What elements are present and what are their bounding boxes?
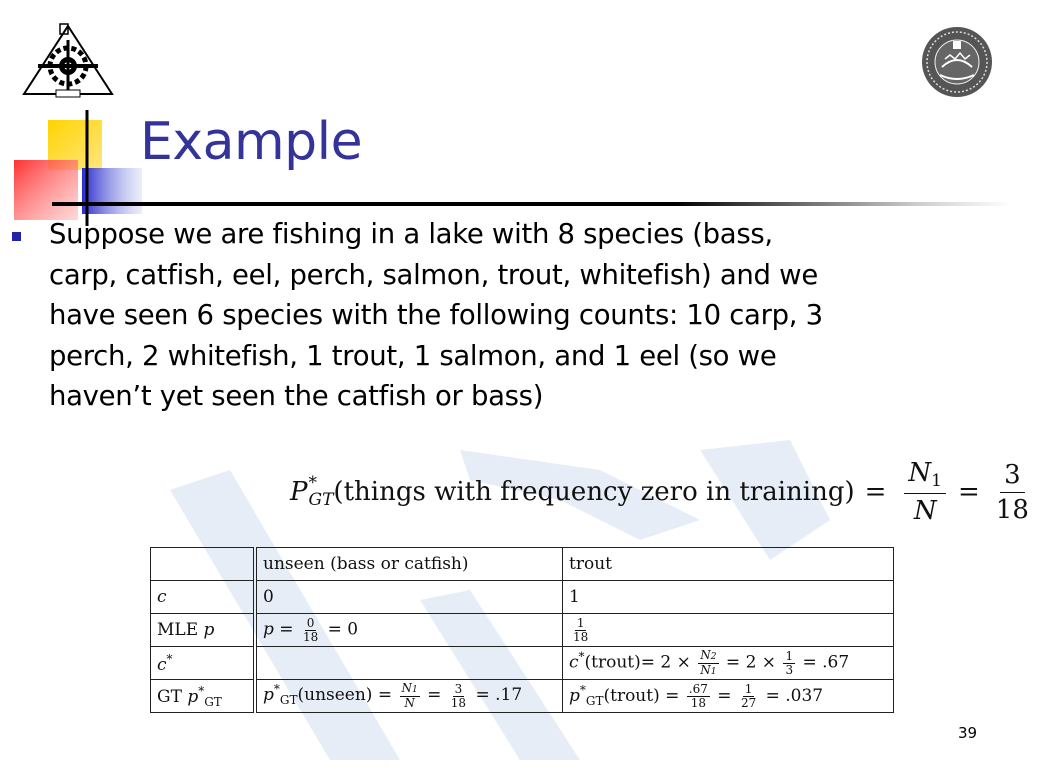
good-turing-table (150, 547, 894, 713)
table-row-c (151, 581, 894, 614)
c-trout-value: 1 (563, 581, 894, 614)
university-of-tehran-seal-icon (920, 25, 994, 99)
page-number: 39 (958, 724, 978, 742)
formula-fraction-3-18: $\frac{3}{18}$ (995, 459, 1029, 525)
header-trout: trout (563, 548, 894, 581)
table-row-mle (151, 614, 894, 647)
table-row-cstar (151, 647, 894, 680)
c-unseen-value: 0 (255, 581, 563, 614)
formula-equals-2: = (958, 477, 980, 507)
bullet-text: Suppose we are fishing in a lake with 8 species (bass, carp, catfish, eel, perch, salmon, trout, whitefish) and we have seen 6 species with the following counts: 10 carp, 3 perch, 2 whitefish, 1 trout, 1 salmon, and 1 eel (so we haven’t yet seen the catfish or bass) (49, 218, 823, 412)
gt-unseen-value: $p^*_{GT}(unseen)$ = $\frac{N1}{N}$ = $\frac{3}{18}$ = .17 (255, 680, 563, 713)
formula-gt-sub: GT (308, 490, 334, 510)
cstar-unseen-value (255, 647, 563, 680)
header-unseen: unseen (bass or catfish) (255, 548, 563, 581)
title-underline (52, 202, 1012, 206)
gt-trout-value: $p^*_{GT}(trout)$ = $\frac{.67}{18}$ = $\frac{1}{27}$ = .037 (563, 680, 894, 713)
formula-fraction-n1-n: $\frac{N1}{N}$ (904, 458, 946, 526)
university-gear-logo-icon (20, 22, 116, 100)
decorative-squares (0, 100, 160, 230)
cstar-trout-value: c*(trout)= 2 × $\frac{N2}{N1}$ = 2 × $\frac{1}{3}$ = .67 (563, 647, 894, 680)
good-turing-formula (290, 458, 1041, 526)
row-label-cstar: c* (151, 647, 256, 680)
slide-title: Example (140, 112, 363, 172)
formula-argument: (things with frequency zero in training) (333, 477, 855, 507)
bullet-square-icon (12, 232, 21, 241)
row-label-gt: GT $p^*_{GT}$ (151, 680, 256, 713)
table-row-header (151, 548, 894, 581)
mle-unseen-value: p = $\frac{0}{18}$ = 0 (255, 614, 563, 647)
row-label-c: c (151, 581, 256, 614)
table-row-gt (151, 680, 894, 713)
formula-p: P (290, 477, 308, 507)
row-label-mle: MLE p (151, 614, 256, 647)
mle-trout-value: $\frac{1}{18}$ (563, 614, 894, 647)
header-empty-cell (151, 548, 256, 581)
formula-equals-1: = (864, 477, 887, 507)
formula-star: * (308, 473, 317, 493)
